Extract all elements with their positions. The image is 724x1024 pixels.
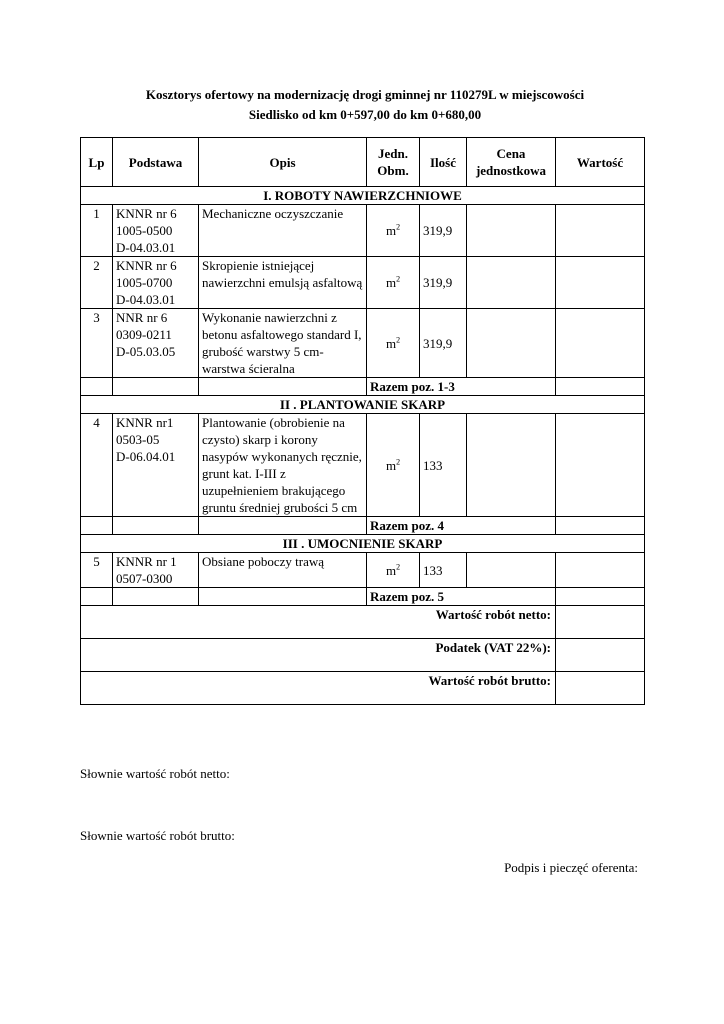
unit-exponent: 2 — [396, 335, 401, 345]
item-opis: Plantowanie (obrobienie na czysto) skarp i korony nasypów wykonanych ręcznie, grunt kat. I-III z uzupełnieniem brakującego gruntu średniej grubości 5 cm — [199, 414, 367, 517]
item-unit-price — [467, 257, 556, 309]
item-unit — [367, 205, 420, 257]
podstawa-line: KNNR nr 1 — [116, 554, 177, 569]
subtotal-row — [81, 517, 645, 535]
subtotal-label: Razem poz. 5 — [367, 588, 556, 606]
table-row — [81, 553, 645, 588]
section-header-row — [81, 396, 645, 414]
cost-estimate-table — [80, 137, 645, 705]
item-quantity: 319,9 — [420, 205, 467, 257]
item-podstawa — [113, 553, 199, 588]
title-line-1: Kosztorys ofertowy na modernizację drogi gminnej nr 110279L w miejscowości — [145, 87, 585, 102]
subtotal-empty-lp — [81, 378, 113, 396]
item-quantity: 319,9 — [420, 257, 467, 309]
unit-base: m — [385, 223, 397, 238]
unit-base: m — [385, 275, 397, 290]
slownie-netto-label: Słownie wartość robót netto: — [80, 766, 230, 781]
item-unit-price — [467, 309, 556, 378]
total-vat-value — [556, 639, 645, 672]
item-lp: 1 — [81, 205, 113, 257]
total-brutto-value — [556, 672, 645, 705]
subtotal-empty-podstawa — [113, 517, 199, 535]
header-jedn-line2: Obm. — [377, 163, 409, 178]
total-brutto-label: Wartość robót brutto: — [81, 672, 556, 705]
item-opis: Skropienie istniejącej nawierzchni emulsją asfaltową — [199, 257, 367, 309]
podstawa-line: D-05.03.05 — [116, 344, 176, 359]
item-podstawa — [113, 309, 199, 378]
subtotal-value — [556, 517, 645, 535]
unit-base: m — [385, 457, 397, 473]
item-value — [556, 414, 645, 517]
table-row — [81, 205, 645, 257]
subtotal-empty-podstawa — [113, 588, 199, 606]
item-lp: 5 — [81, 553, 113, 588]
subtotal-empty-lp — [81, 517, 113, 535]
podstawa-line: 1005-0700 — [116, 275, 173, 290]
total-netto-label: Wartość robót netto: — [81, 606, 556, 639]
podstawa-line: 0507-0300 — [116, 571, 173, 586]
total-vat-label: Podatek (VAT 22%): — [81, 639, 556, 672]
section-title: II . PLANTOWANIE SKARP — [81, 396, 645, 414]
header-jednostka — [367, 138, 420, 187]
subtotal-empty-lp — [81, 588, 113, 606]
subtotal-row — [81, 378, 645, 396]
item-opis: Mechaniczne oczyszczanie — [199, 205, 367, 257]
header-cena-line2: jednostkowa — [475, 163, 547, 178]
section-header-row — [81, 535, 645, 553]
total-brutto-row — [81, 672, 645, 705]
item-value — [556, 309, 645, 378]
podstawa-line: 0503-05 — [116, 432, 160, 447]
header-cena — [467, 138, 556, 187]
subtotal-row — [81, 588, 645, 606]
unit-base: m — [385, 562, 397, 578]
header-wartosc: Wartość — [556, 138, 645, 187]
item-unit-price — [467, 205, 556, 257]
item-value — [556, 205, 645, 257]
subtotal-value — [556, 588, 645, 606]
table-row — [81, 414, 645, 517]
table-row — [81, 309, 645, 378]
item-unit — [367, 309, 420, 378]
item-lp: 2 — [81, 257, 113, 309]
item-opis: Wykonanie nawierzchni z betonu asfaltowego standard I, grubość warstwy 5 cm- warstwa ścieralna — [199, 309, 367, 378]
podstawa-line: KNNR nr1 — [116, 415, 174, 430]
header-opis: Opis — [199, 138, 367, 187]
podstawa-line: KNNR nr 6 — [116, 206, 177, 221]
total-netto-row — [81, 606, 645, 639]
podstawa-line: 0309-0211 — [116, 327, 172, 342]
totals-body — [81, 606, 645, 705]
subtotal-empty-opis — [199, 378, 367, 396]
unit-exponent: 2 — [396, 562, 401, 572]
unit-exponent: 2 — [396, 457, 401, 467]
item-value — [556, 257, 645, 309]
unit-exponent: 2 — [396, 274, 401, 284]
podstawa-line: D-06.04.01 — [116, 449, 176, 464]
podstawa-line: KNNR nr 6 — [116, 258, 177, 273]
subtotal-value — [556, 378, 645, 396]
item-opis: Obsiane poboczy trawą — [199, 553, 367, 588]
item-lp: 4 — [81, 414, 113, 517]
podstawa-line: D-04.03.01 — [116, 292, 176, 307]
podstawa-line: D-04.03.01 — [116, 240, 176, 255]
item-value — [556, 553, 645, 588]
item-lp: 3 — [81, 309, 113, 378]
document-title — [80, 85, 650, 125]
section-title: III . UMOCNIENIE SKARP — [81, 535, 645, 553]
subtotal-empty-opis — [199, 517, 367, 535]
header-ilosc: Ilość — [420, 138, 467, 187]
item-podstawa — [113, 257, 199, 309]
subtotal-label: Razem poz. 4 — [367, 517, 556, 535]
slownie-brutto-label: Słownie wartość robót brutto: — [80, 828, 235, 843]
subtotal-label: Razem poz. 1-3 — [367, 378, 556, 396]
podstawa-line: NNR nr 6 — [116, 310, 168, 325]
total-netto-value — [556, 606, 645, 639]
item-quantity: 133 — [420, 553, 467, 588]
table-row — [81, 257, 645, 309]
header-podstawa: Podstawa — [113, 138, 199, 187]
subtotal-empty-podstawa — [113, 378, 199, 396]
header-lp: Lp — [81, 138, 113, 187]
signature-label: Podpis i pieczęć oferenta: — [504, 860, 638, 875]
section-title: I. ROBOTY NAWIERZCHNIOWE — [81, 187, 645, 205]
subtotal-empty-opis — [199, 588, 367, 606]
item-podstawa — [113, 414, 199, 517]
item-unit — [367, 414, 420, 517]
unit-base: m — [385, 335, 397, 351]
item-unit — [367, 553, 420, 588]
table-header-row — [81, 138, 645, 187]
item-podstawa — [113, 205, 199, 257]
table-body — [81, 187, 645, 606]
item-unit-price — [467, 414, 556, 517]
item-quantity: 133 — [420, 414, 467, 517]
section-header-row — [81, 187, 645, 205]
total-vat-row — [81, 639, 645, 672]
item-unit-price — [467, 553, 556, 588]
unit-exponent: 2 — [396, 222, 401, 232]
header-jedn-line1: Jedn. — [378, 146, 408, 161]
title-line-2: Siedlisko od km 0+597,00 do km 0+680,00 — [248, 107, 482, 122]
item-quantity: 319,9 — [420, 309, 467, 378]
header-cena-line1: Cena — [496, 146, 526, 161]
podstawa-line: 1005-0500 — [116, 223, 173, 238]
item-unit — [367, 257, 420, 309]
